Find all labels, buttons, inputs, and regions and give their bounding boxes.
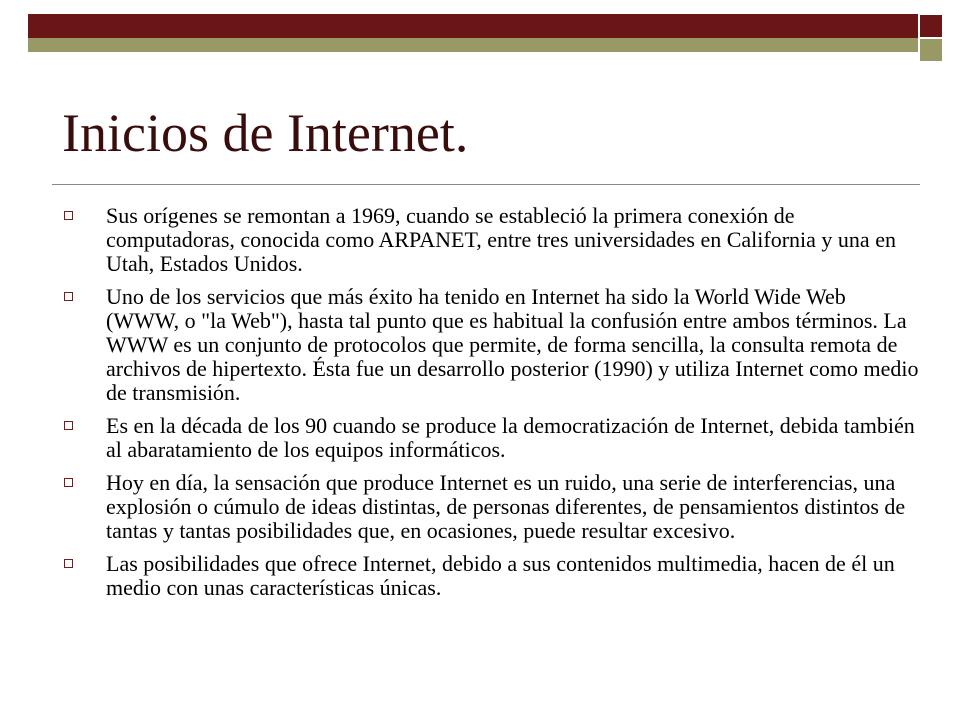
bullet-text: Hoy en día, la sensación que produce Internet es un ruido, una serie de interferencias, una explosión o cúmulo de ideas distintas, de personas diferentes, de pensamientos distintos de tantas y tantas posibilidades que, en ocasiones, puede resultar excesivo. (106, 470, 906, 543)
header-decoration (0, 0, 960, 62)
bullet-list (62, 204, 922, 609)
hollow-square-bullet-icon (64, 211, 73, 220)
list-item (62, 552, 922, 600)
corner-box-olive (919, 38, 943, 62)
list-item (62, 204, 922, 276)
bullet-text: Es en la década de los 90 cuando se produce la democratización de Internet, debida también al abaratamiento de los equipos informáticos. (106, 413, 915, 462)
title-divider (52, 184, 920, 185)
corner-box-red (919, 14, 943, 38)
list-item (62, 471, 922, 543)
list-item (62, 414, 922, 462)
header-stripe-red (28, 14, 918, 38)
bullet-text: Las posibilidades que ofrece Internet, debido a sus contenidos multimedia, hacen de él un medio con unas características únicas. (106, 551, 895, 600)
hollow-square-bullet-icon (64, 421, 73, 430)
hollow-square-bullet-icon (64, 559, 73, 568)
list-item (62, 285, 922, 405)
header-stripe-olive (28, 38, 918, 52)
bullet-text: Uno de los servicios que más éxito ha tenido en Internet ha sido la World Wide Web (WWW, o "la Web"), hasta tal punto que es habitual la confusión entre ambos términos. La WWW es un conjunto de protocolos que permite, de forma sencilla, la consulta remota de archivos de hipertexto. Ésta fue un desarrollo posterior (1990) y utiliza Internet como medio de transmisión. (106, 284, 919, 405)
slide-title: Inicios de Internet. (62, 103, 469, 163)
hollow-square-bullet-icon (64, 478, 73, 487)
hollow-square-bullet-icon (64, 292, 73, 301)
bullet-text: Sus orígenes se remontan a 1969, cuando se estableció la primera conexión de computadoras, conocida como ARPANET, entre tres universidades en California y una en Utah, Estados Unidos. (106, 203, 896, 276)
